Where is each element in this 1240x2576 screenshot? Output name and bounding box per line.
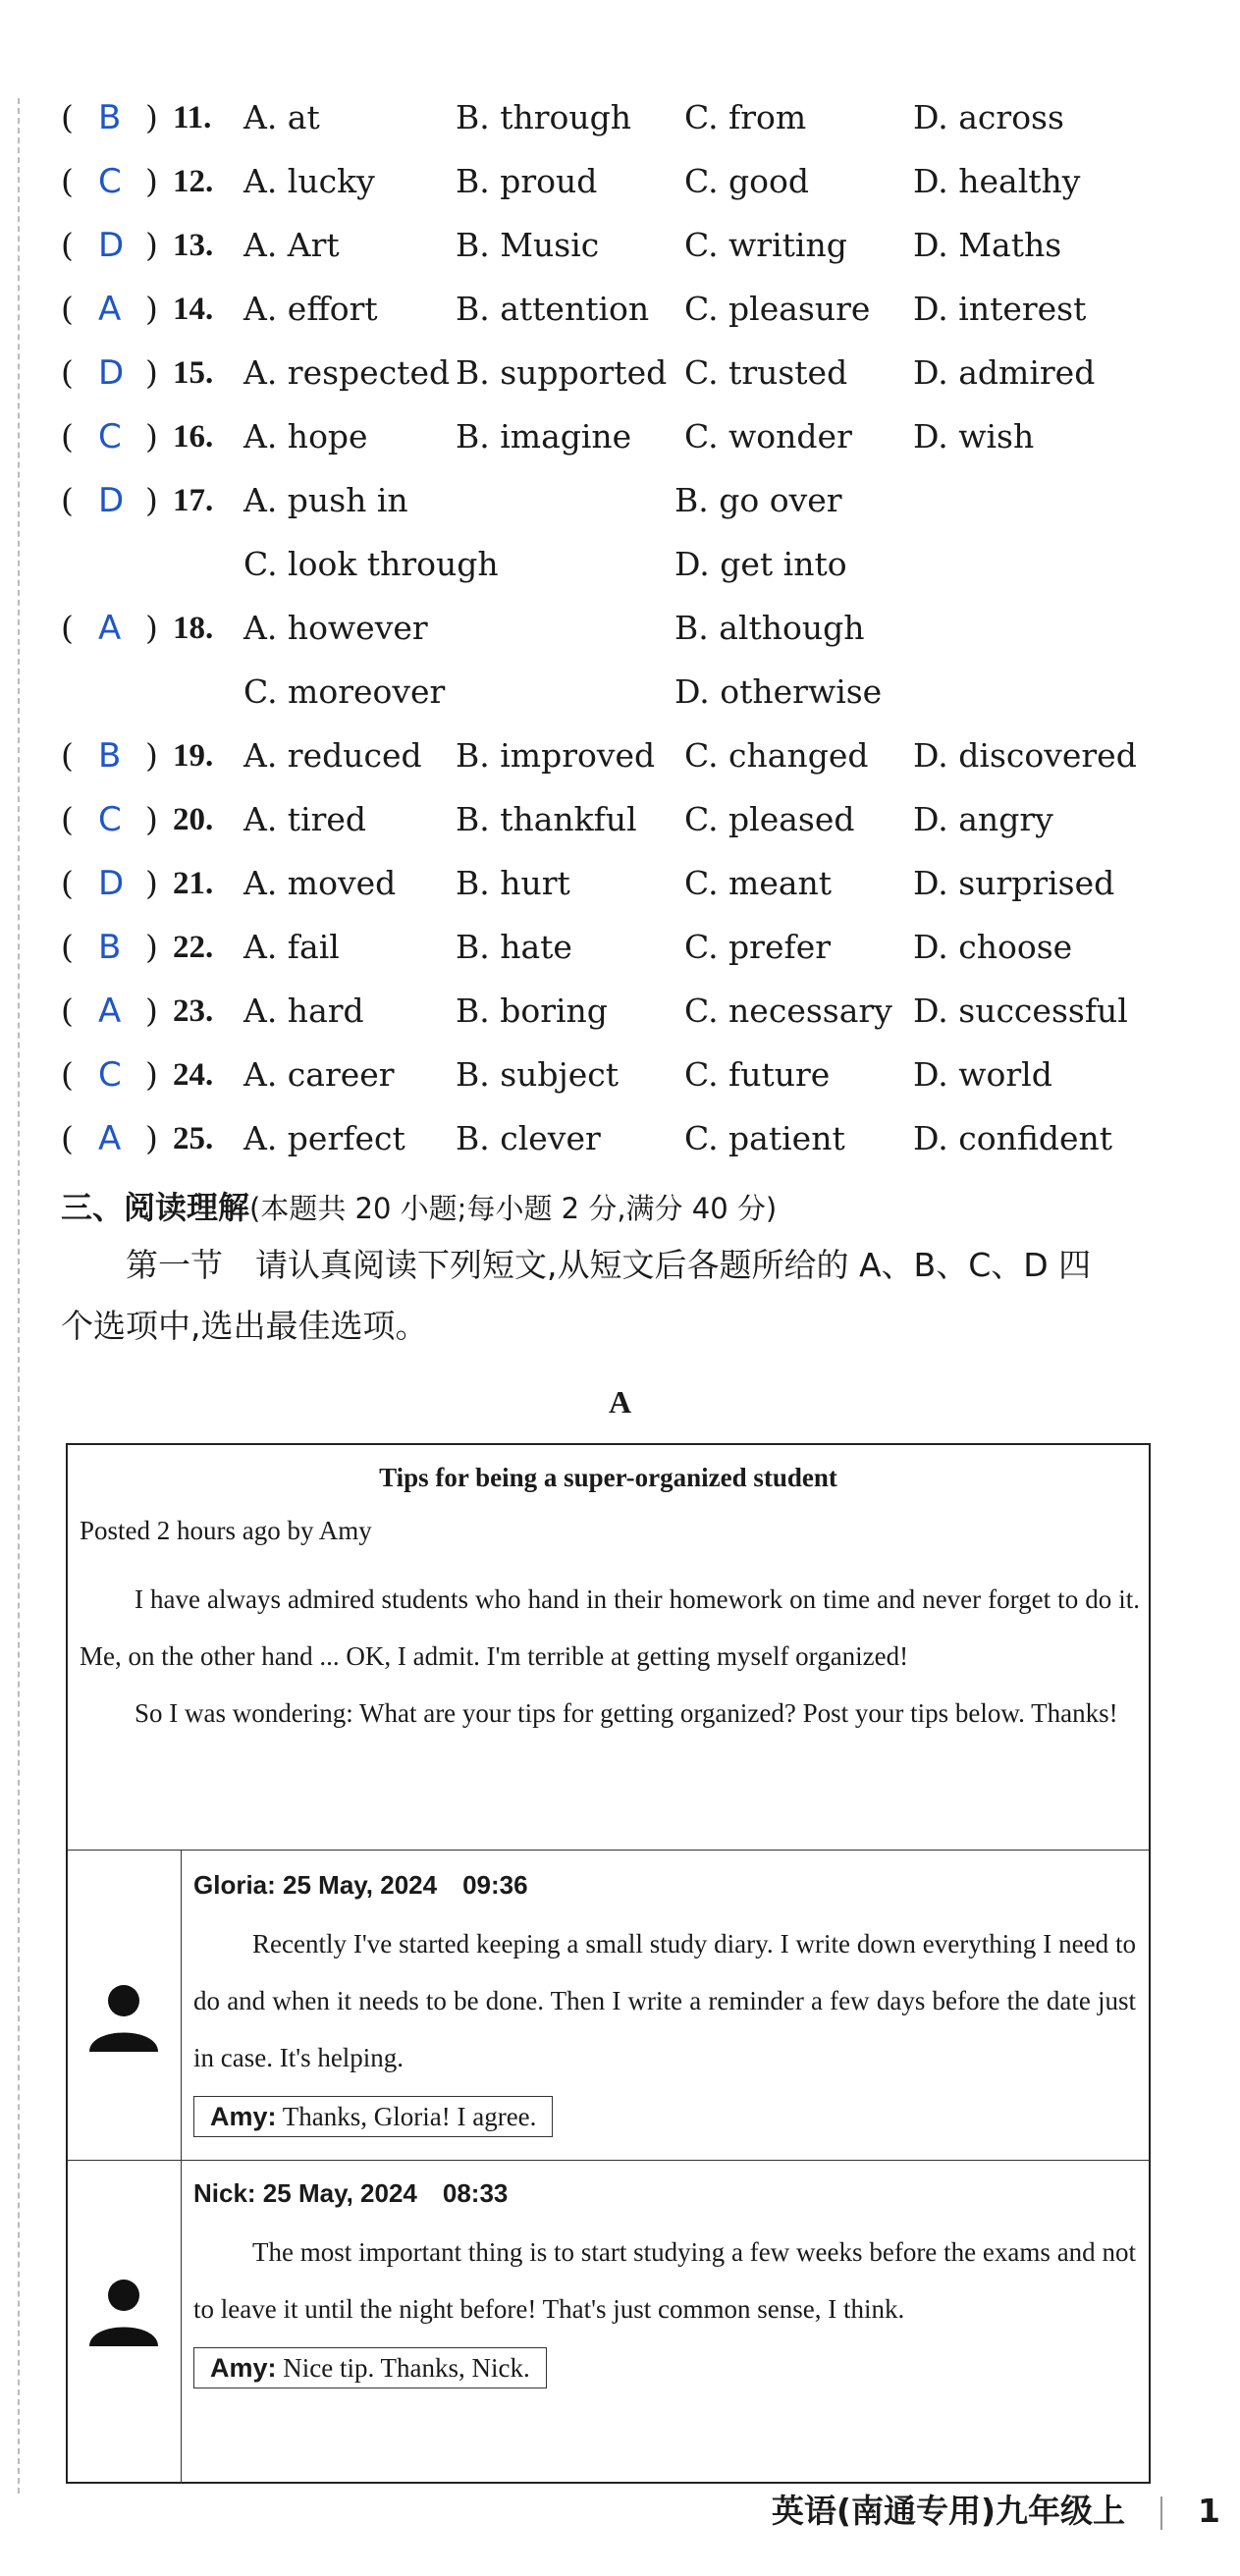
reply-body: The most important thing is to start studying a few weeks before the exams and not to leave it until the night before! That's just common sense, I think. (193, 2237, 1136, 2324)
option-b: B. imagine (456, 417, 632, 456)
option-a: A. tired (243, 800, 367, 838)
option-d: D. healthy (913, 162, 1081, 200)
question-number: 24. (173, 1057, 214, 1093)
option-b: B. go over (674, 481, 842, 519)
option-d: D. choose (913, 928, 1073, 966)
option-a: A. hard (243, 992, 364, 1030)
option-d: D. world (913, 1055, 1052, 1094)
option-c: C. pleasure (684, 290, 871, 328)
response-text: Thanks, Gloria! I agree. (276, 2102, 537, 2131)
option-a: A. reduced (243, 736, 422, 775)
avatar-column-divider (181, 1850, 182, 2484)
post-title: Tips for being a super-organized student (379, 1463, 837, 1492)
page-number: 1 (1198, 2492, 1220, 2530)
option-a: A. effort (243, 290, 378, 328)
answer-letter: D (98, 864, 125, 903)
answer-letter: A (98, 290, 122, 329)
option-d: D. angry (913, 800, 1053, 838)
post-meta: Posted 2 hours ago by Amy (80, 1516, 372, 1545)
answer-letter: A (98, 992, 122, 1031)
answer-letter: A (98, 609, 122, 648)
option-c: C. future (684, 1055, 831, 1094)
option-b: B. improved (456, 736, 656, 775)
option-a: A. respected (243, 353, 451, 392)
option-d: D. surprised (913, 864, 1115, 902)
post-paragraph: So I was wondering: What are your tips for getting organized? Post your tips below. Thanks! (135, 1698, 1118, 1728)
section-heading (61, 1183, 777, 1228)
option-c: C. trusted (684, 353, 848, 392)
answer-letter: B (98, 928, 122, 967)
reply-nick (193, 2174, 1136, 2388)
option-c: C. patient (684, 1119, 845, 1157)
option-d: D. otherwise (674, 672, 883, 711)
question-number: 11. (173, 100, 212, 135)
answer-letter: B (98, 736, 122, 776)
margin-dashed-rule (18, 98, 20, 2494)
question-number: 19. (173, 738, 214, 774)
answer-letter: D (98, 481, 125, 520)
passage-letter: A (608, 1384, 632, 1420)
option-b: B. thankful (456, 800, 637, 838)
question-number: 16. (173, 419, 214, 455)
question-number: 18. (173, 611, 214, 646)
instruction-line-2: 个选项中,选出最佳选项。 (61, 1307, 428, 1345)
option-c: C. writing (684, 226, 847, 264)
option-d: D. get into (674, 545, 847, 583)
divider (68, 1850, 1149, 1851)
answer-letter: C (98, 1055, 122, 1095)
amy-response-box (193, 2096, 553, 2137)
option-b: B. although (674, 609, 865, 647)
option-a: A. Art (243, 226, 340, 264)
answer-letter: D (98, 353, 125, 393)
responder-name: Amy: (210, 2353, 277, 2383)
reply-gloria (193, 1865, 1136, 2137)
option-a: A. perfect (243, 1119, 405, 1157)
question-number: 12. (173, 164, 214, 199)
instruction-line-1: 第一节 请认真阅读下列短文,从短文后各题所给的 A、B、C、D 四 (126, 1246, 1092, 1284)
question-number: 17. (173, 483, 214, 518)
reply-header: Gloria: 25 May, 2024 09:36 (193, 1870, 528, 1900)
option-d: D. confident (913, 1119, 1113, 1157)
responder-name: Amy: (210, 2102, 277, 2131)
question-number: 23. (173, 993, 214, 1029)
question-number: 13. (173, 228, 214, 263)
answer-letter: C (98, 800, 122, 839)
post-paragraph: I have always admired students who hand in their homework on time and never forget to do it. Me, on the other hand ... OK, I admit. I'm terrible at getting myself organized! (80, 1584, 1140, 1671)
option-c: C. prefer (684, 928, 831, 966)
option-a: A. moved (243, 864, 397, 902)
option-c: C. moreover (243, 672, 446, 711)
post-body (80, 1571, 1140, 1742)
option-d: D. admired (913, 353, 1096, 392)
option-b: B. hate (456, 928, 572, 966)
question-number: 15. (173, 355, 214, 391)
page-footer (772, 2484, 1220, 2539)
option-a: A. however (243, 609, 428, 647)
option-c: C. wonder (684, 417, 852, 456)
user-avatar-icon (85, 2278, 162, 2346)
question-number: 22. (173, 930, 214, 965)
option-a: A. push in (243, 481, 408, 519)
option-b: B. hurt (456, 864, 570, 902)
option-a: A. career (243, 1055, 395, 1094)
option-a: A. hope (243, 417, 368, 456)
option-d: D. successful (913, 992, 1128, 1030)
option-c: C. changed (684, 736, 869, 775)
option-b: B. supported (456, 353, 668, 392)
book-label: 英语(南通专用)九年级上 (771, 2492, 1126, 2530)
option-c: C. from (684, 98, 807, 136)
option-c: C. pleased (684, 800, 855, 838)
option-a: A. at (243, 98, 320, 136)
option-d: D. Maths (913, 226, 1062, 264)
option-b: B. Music (456, 226, 600, 264)
option-a: A. lucky (243, 162, 375, 200)
user-avatar-icon (85, 1983, 162, 2052)
answer-letter: D (98, 226, 125, 265)
option-c: C. look through (243, 545, 499, 583)
question-number: 21. (173, 866, 214, 901)
response-text: Nice tip. Thanks, Nick. (276, 2353, 530, 2383)
option-d: D. discovered (913, 736, 1137, 775)
option-b: B. clever (456, 1119, 601, 1157)
option-c: C. necessary (684, 992, 892, 1030)
divider (68, 2160, 1149, 2161)
reply-header: Nick: 25 May, 2024 08:33 (193, 2178, 509, 2208)
section-title: 三、阅读理解 (61, 1189, 250, 1226)
answer-letter: A (98, 1119, 122, 1158)
answer-letter: C (98, 417, 122, 456)
option-a: A. fail (243, 928, 340, 966)
section-subtitle: (本题共 20 小题;每小题 2 分,满分 40 分) (249, 1192, 778, 1225)
option-b: B. boring (456, 992, 608, 1030)
section-instructions (61, 1235, 1160, 1357)
answer-letter: B (98, 98, 122, 137)
question-number: 14. (173, 292, 214, 327)
option-d: D. interest (913, 290, 1087, 328)
answer-letter: C (98, 162, 122, 201)
question-number: 20. (173, 802, 214, 837)
option-d: D. across (913, 98, 1064, 136)
option-d: D. wish (913, 417, 1035, 456)
reply-body: Recently I've started keeping a small study diary. I write down everything I need to do and when it needs to be done. Then I write a reminder a few days before the date just in case. It's helping. (193, 1929, 1136, 2072)
option-b: B. proud (456, 162, 598, 200)
footer-separator (1160, 2496, 1162, 2530)
option-b: B. attention (456, 290, 650, 328)
forum-post-card (66, 1443, 1151, 2484)
option-b: B. subject (456, 1055, 620, 1094)
option-c: C. meant (684, 864, 833, 902)
option-c: C. good (684, 162, 810, 200)
question-number: 25. (173, 1121, 214, 1156)
amy-response-box (193, 2347, 547, 2388)
option-b: B. through (456, 98, 632, 136)
